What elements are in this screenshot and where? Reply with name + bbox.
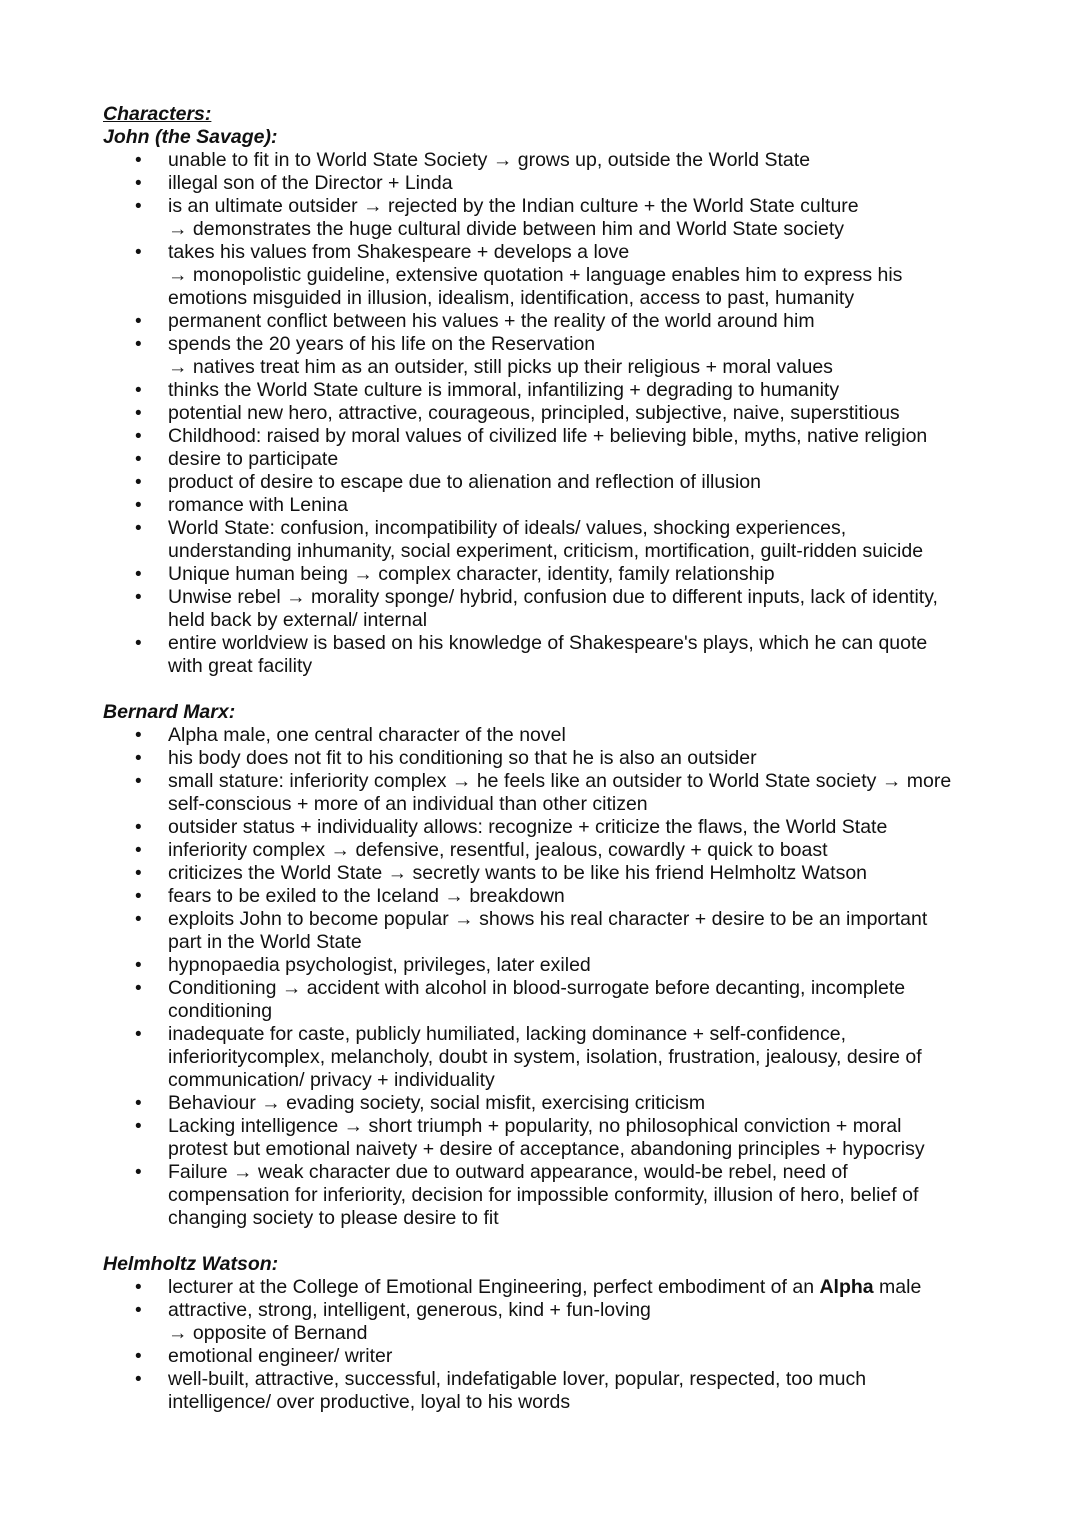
bullet-line: • Failure → weak character due to outward appearance, would-be rebel, need of <box>168 1161 848 1183</box>
page-title: Characters: <box>103 103 212 125</box>
bullet-line: intelligence/ over productive, loyal to his words <box>168 1391 571 1413</box>
bullet-line: → monopolistic guideline, extensive quotation + language enables him to express his <box>168 264 903 286</box>
bullet-item <box>103 195 983 241</box>
bullet-item <box>103 724 983 747</box>
bullet-item <box>103 1092 983 1115</box>
bullet-line: • emotional engineer/ writer <box>168 1345 393 1367</box>
bullet-item <box>103 517 983 563</box>
section-heading: Helmholtz Watson: <box>103 1253 279 1275</box>
bullet-line: • Unique human being → complex character, identity, family relationship <box>168 563 775 585</box>
bullet-line: protest but emotional naivety + desire of acceptance, abandoning principles + hypocrisy <box>168 1138 925 1160</box>
bullet-list <box>103 1276 1080 1414</box>
bullet-line: • exploits John to become popular → shows his real character + desire to be an important <box>168 908 928 930</box>
bullet-line: • takes his values from Shakespeare + develops a love <box>168 241 630 263</box>
bullet-line: • thinks the World State culture is immoral, infantilizing + degrading to humanity <box>168 379 840 401</box>
bullet-item <box>103 1276 983 1299</box>
bullet-line: • fears to be exiled to the Iceland → breakdown <box>168 885 565 907</box>
bullet-line: • his body does not fit to his conditioning so that he is also an outsider <box>168 747 757 769</box>
bullet-list <box>103 724 1080 1230</box>
bullet-list <box>103 149 1080 678</box>
bullet-line: held back by external/ internal <box>168 609 428 631</box>
bullet-line: • entire worldview is based on his knowledge of Shakespeare's plays, which he can quote <box>168 632 928 654</box>
bullet-item <box>103 149 983 172</box>
bullet-item <box>103 839 983 862</box>
bullet-item <box>103 632 983 678</box>
bullet-line: • potential new hero, attractive, courageous, principled, subjective, naive, superstitious <box>168 402 900 424</box>
bullet-line: communication/ privacy + individuality <box>168 1069 495 1091</box>
bullet-item <box>103 885 983 908</box>
bullet-item <box>103 977 983 1023</box>
bullet-item <box>103 747 983 770</box>
bullet-item <box>103 241 983 310</box>
bullet-item <box>103 1345 983 1368</box>
bullet-item <box>103 425 983 448</box>
bullet-line: • small stature: inferiority complex → he feels like an outsider to World State society → more <box>168 770 952 792</box>
bullet-line: • Alpha male, one central character of the novel <box>168 724 566 746</box>
bullet-item <box>103 1115 983 1161</box>
bullet-item <box>103 816 983 839</box>
bullet-line: • Unwise rebel → morality sponge/ hybrid, confusion due to different inputs, lack of identity, <box>168 586 938 608</box>
bullet-line: changing society to please desire to fit <box>168 1207 499 1229</box>
bullet-item <box>103 1299 983 1345</box>
bullet-item <box>103 586 983 632</box>
bullet-line: • illegal son of the Director + Linda <box>168 172 453 194</box>
bullet-line: • inferiority complex → defensive, resentful, jealous, cowardly + quick to boast <box>168 839 828 861</box>
bullet-item <box>103 770 983 816</box>
bullet-item <box>103 471 983 494</box>
bullet-line: • World State: confusion, incompatibility of ideals/ values, shocking experiences, <box>168 517 847 539</box>
bullet-line: • romance with Lenina <box>168 494 348 516</box>
section-helmholtz-watson <box>103 1253 1080 1414</box>
bullet-item <box>103 1161 983 1230</box>
bullet-item <box>103 908 983 954</box>
bullet-item <box>103 494 983 517</box>
bullet-line: conditioning <box>168 1000 273 1022</box>
bullet-line: • criticizes the World State → secretly wants to be like his friend Helmholtz Watson <box>168 862 868 884</box>
bullet-item <box>103 563 983 586</box>
section-heading: John (the Savage): <box>103 126 278 148</box>
bullet-line: • Behaviour → evading society, social misfit, exercising criticism <box>168 1092 706 1114</box>
bullet-line: • lecturer at the College of Emotional Engineering, perfect embodiment of an Alpha male <box>168 1276 922 1298</box>
bullet-item <box>103 402 983 425</box>
section-heading: Bernard Marx: <box>103 701 236 723</box>
bullet-line: • is an ultimate outsider → rejected by the Indian culture + the World State culture <box>168 195 859 217</box>
bold-text: Alpha <box>819 1276 874 1298</box>
bullet-line: • Conditioning → accident with alcohol in blood-surrogate before decanting, incomplete <box>168 977 906 999</box>
bullet-line: part in the World State <box>168 931 362 953</box>
bullet-item <box>103 1368 983 1414</box>
bullet-line: → natives treat him as an outsider, still picks up their religious + moral values <box>168 356 833 378</box>
bullet-line: inferioritycomplex, melancholy, doubt in system, isolation, frustration, jealousy, desire of <box>168 1046 922 1068</box>
bullet-line: → demonstrates the huge cultural divide between him and World State society <box>168 218 845 240</box>
sections-container <box>103 126 1080 1414</box>
bullet-line: self-conscious + more of an individual than other citizen <box>168 793 648 815</box>
bullet-line: • spends the 20 years of his life on the Reservation <box>168 333 596 355</box>
bullet-line: compensation for inferiority, decision for impossible conformity, illusion of hero, belief of <box>168 1184 919 1206</box>
bullet-line: emotions misguided in illusion, idealism, identification, access to past, humanity <box>168 287 855 309</box>
bullet-item <box>103 954 983 977</box>
bullet-line: • product of desire to escape due to alienation and reflection of illusion <box>168 471 761 493</box>
bullet-line: • permanent conflict between his values + the reality of the world around him <box>168 310 815 332</box>
bullet-item <box>103 448 983 471</box>
bullet-line: • Childhood: raised by moral values of civilized life + believing bible, myths, native religion <box>168 425 928 447</box>
bullet-line: • inadequate for caste, publicly humiliated, lacking dominance + self-confidence, <box>168 1023 847 1045</box>
bullet-line: • outsider status + individuality allows: recognize + criticize the flaws, the World State <box>168 816 888 838</box>
bullet-line: with great facility <box>168 655 313 677</box>
bullet-item <box>103 1023 983 1092</box>
bullet-item <box>103 862 983 885</box>
bullet-line: → opposite of Bernand <box>168 1322 368 1344</box>
bullet-item <box>103 379 983 402</box>
bullet-line: • unable to fit in to World State Society → grows up, outside the World State <box>168 149 811 171</box>
bullet-item <box>103 333 983 379</box>
bullet-line: • hypnopaedia psychologist, privileges, later exiled <box>168 954 591 976</box>
bullet-line: • Lacking intelligence → short triumph + popularity, no philosophical conviction + moral <box>168 1115 902 1137</box>
section-john <box>103 126 1080 678</box>
section-bernard-marx <box>103 701 1080 1230</box>
bullet-item <box>103 310 983 333</box>
bullet-line: understanding inhumanity, social experiment, criticism, mortification, guilt-ridden suicide <box>168 540 924 562</box>
bullet-item <box>103 172 983 195</box>
bullet-line: • attractive, strong, intelligent, generous, kind + fun-loving <box>168 1299 651 1321</box>
bullet-line: • well-built, attractive, successful, indefatigable lover, popular, respected, too much <box>168 1368 867 1390</box>
bullet-line: • desire to participate <box>168 448 339 470</box>
